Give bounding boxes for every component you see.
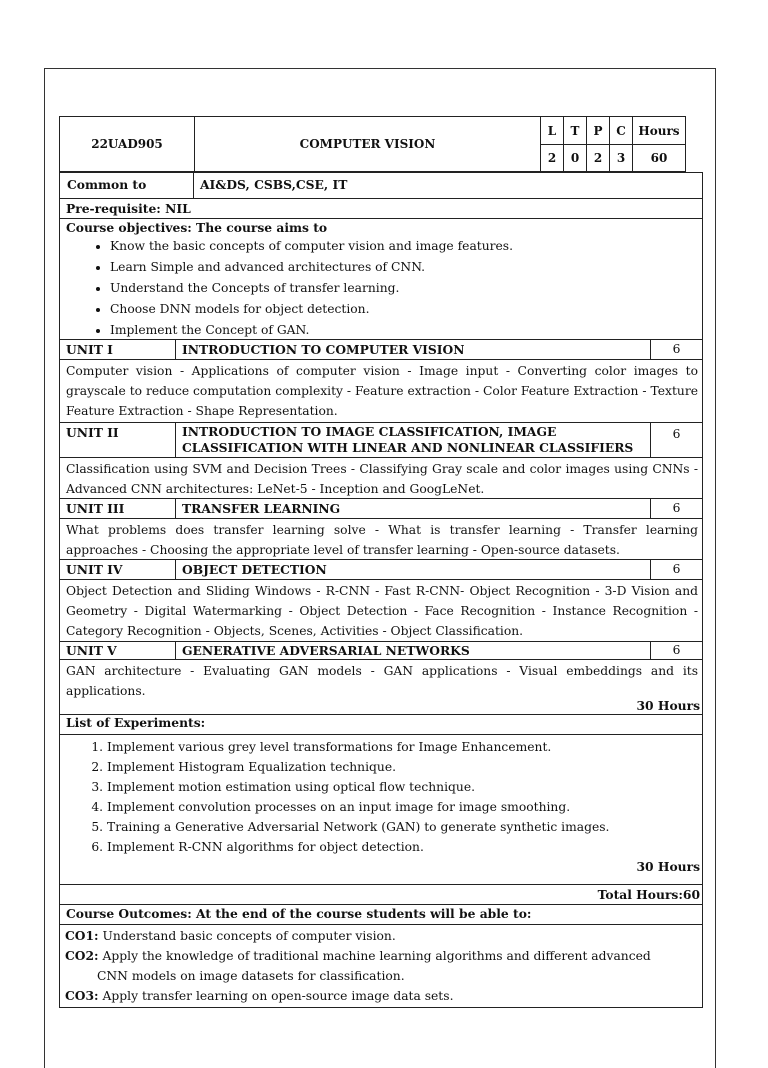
common-to-row: [59, 172, 703, 199]
objectives-heading: Course objectives: The course aims to: [66, 220, 328, 235]
outcome-text: Understand basic concepts of computer vision.: [102, 929, 396, 943]
unit-4-id: UNIT IV: [60, 560, 176, 579]
unit-1-hours: 6: [672, 342, 681, 356]
common-to-label: Common to: [60, 173, 194, 198]
unit-1-header: [59, 339, 703, 360]
unit-2-title: INTRODUCTION TO IMAGE CLASSIFICATION, IMAGE CLASSIFICATION WITH LINEAR AND NONLINEAR CLASSIFIERS: [176, 423, 651, 457]
course-title: COMPUTER VISION: [195, 117, 541, 172]
unit-1-content: Computer vision - Applications of computer vision - Image input - Converting color images to grayscale to reduce computation complexity - Feature extraction - Color Feature Extraction - Texture Feature Extraction - Shape Representation.: [59, 359, 703, 423]
outcomes-list: [59, 924, 703, 1008]
unit-3-id: UNIT III: [60, 499, 176, 518]
ltpc-value-l: 2: [541, 145, 564, 172]
unit-3-header: [59, 498, 703, 519]
unit-2-id: UNIT II: [60, 423, 176, 457]
objective-item: • Know the basic concepts of computer vision and image features.: [110, 237, 702, 258]
outcome-code: CO3:: [65, 988, 99, 1003]
experiments-block: [59, 714, 703, 885]
unit-2-hours: 6: [672, 427, 681, 441]
ltpc-value-hours: 60: [633, 145, 686, 172]
outcome-item: [65, 986, 702, 1006]
ltpc-header-l: L: [541, 117, 564, 145]
course-header-table: [59, 116, 686, 172]
prerequisite: Pre-requisite: NIL: [59, 198, 703, 219]
outcome-text: Apply the knowledge of traditional machine learning algorithms and different advanced: [102, 949, 651, 963]
theory-hours: 30 Hours: [636, 698, 700, 713]
ltpc-header-p: P: [587, 117, 610, 145]
outcome-text-continued: CNN models on image datasets for classification.: [97, 969, 405, 983]
ltpc-header-t: T: [564, 117, 587, 145]
unit-1-id: UNIT I: [60, 340, 176, 359]
experiments-hours: 30 Hours: [636, 859, 700, 874]
objective-item: • Learn Simple and advanced architectures of CNN.: [110, 258, 702, 279]
experiments-heading: List of Experiments:: [60, 715, 702, 735]
experiments-list: [60, 737, 702, 857]
objective-item: • Choose DNN models for object detection.: [110, 300, 702, 321]
experiment-item: 1. Implement various grey level transformations for Image Enhancement.: [107, 737, 702, 757]
unit-3-content: What problems does transfer learning solve - What is transfer learning - Transfer learning approaches - Choosing the appropriate level of transfer learning - Open-source datasets.: [59, 518, 703, 560]
common-to-value: AI&DS, CSBS,CSE, IT: [200, 177, 348, 192]
total-hours: Total Hours:60: [59, 884, 703, 905]
experiment-item: 5. Training a Generative Adversarial Network (GAN) to generate synthetic images.: [107, 817, 702, 837]
objectives-block: [59, 218, 703, 340]
unit-1-title: INTRODUCTION TO COMPUTER VISION: [176, 340, 651, 359]
experiment-item: 6. Implement R-CNN algorithms for object detection.: [107, 837, 702, 857]
unit-4-header: [59, 559, 703, 580]
unit-4-hours: 6: [672, 562, 681, 576]
unit-3-hours: 6: [672, 501, 681, 515]
unit-5-header: [59, 641, 703, 660]
course-code: 22UAD905: [60, 117, 195, 172]
unit-2-content: Classification using SVM and Decision Trees - Classifying Gray scale and color images using CNNs - Advanced CNN architectures: LeNet-5 - Inception and GoogLeNet.: [59, 457, 703, 499]
objectives-list: [60, 237, 702, 342]
outcome-item: [65, 946, 702, 986]
unit-4-content: Object Detection and Sliding Windows - R-CNN - Fast R-CNN- Object Recognition - 3-D Vision and Geometry - Digital Watermarking - Object Detection - Face Recognition - Instance Recognition - Category Recognition - Objects, Scenes, Activities - Object Classification.: [59, 579, 703, 642]
outcome-code: CO1:: [65, 928, 99, 943]
outcomes-heading: Course Outcomes: At the end of the course students will be able to:: [66, 906, 532, 921]
outcome-item: [65, 926, 702, 946]
unit-5-content: GAN architecture - Evaluating GAN models - GAN applications - Visual embeddings and its applications.: [66, 664, 698, 698]
experiment-item: 3. Implement motion estimation using optical flow technique.: [107, 777, 702, 797]
unit-2-header: [59, 422, 703, 458]
ltpc-value-t: 0: [564, 145, 587, 172]
experiment-item: 2. Implement Histogram Equalization technique.: [107, 757, 702, 777]
ltpc-value-c: 3: [610, 145, 633, 172]
objective-item: • Implement the Concept of GAN.: [110, 321, 702, 342]
unit-3-title: TRANSFER LEARNING: [176, 499, 651, 518]
unit-5-id: UNIT V: [60, 642, 176, 659]
ltpc-header-hours: Hours: [633, 117, 686, 145]
unit-5-hours: 6: [672, 643, 681, 657]
experiment-item: 4. Implement convolution processes on an input image for image smoothing.: [107, 797, 702, 817]
objective-item: • Understand the Concepts of transfer learning.: [110, 279, 702, 300]
unit-5-title: GENERATIVE ADVERSARIAL NETWORKS: [176, 642, 651, 659]
outcomes-heading-row: [59, 904, 703, 925]
ltpc-header-c: C: [610, 117, 633, 145]
unit-4-title: OBJECT DETECTION: [176, 560, 651, 579]
unit-5-block: [59, 659, 703, 715]
outcome-text: Apply transfer learning on open-source image data sets.: [102, 989, 454, 1003]
outcome-code: CO2:: [65, 948, 99, 963]
ltpc-value-p: 2: [587, 145, 610, 172]
